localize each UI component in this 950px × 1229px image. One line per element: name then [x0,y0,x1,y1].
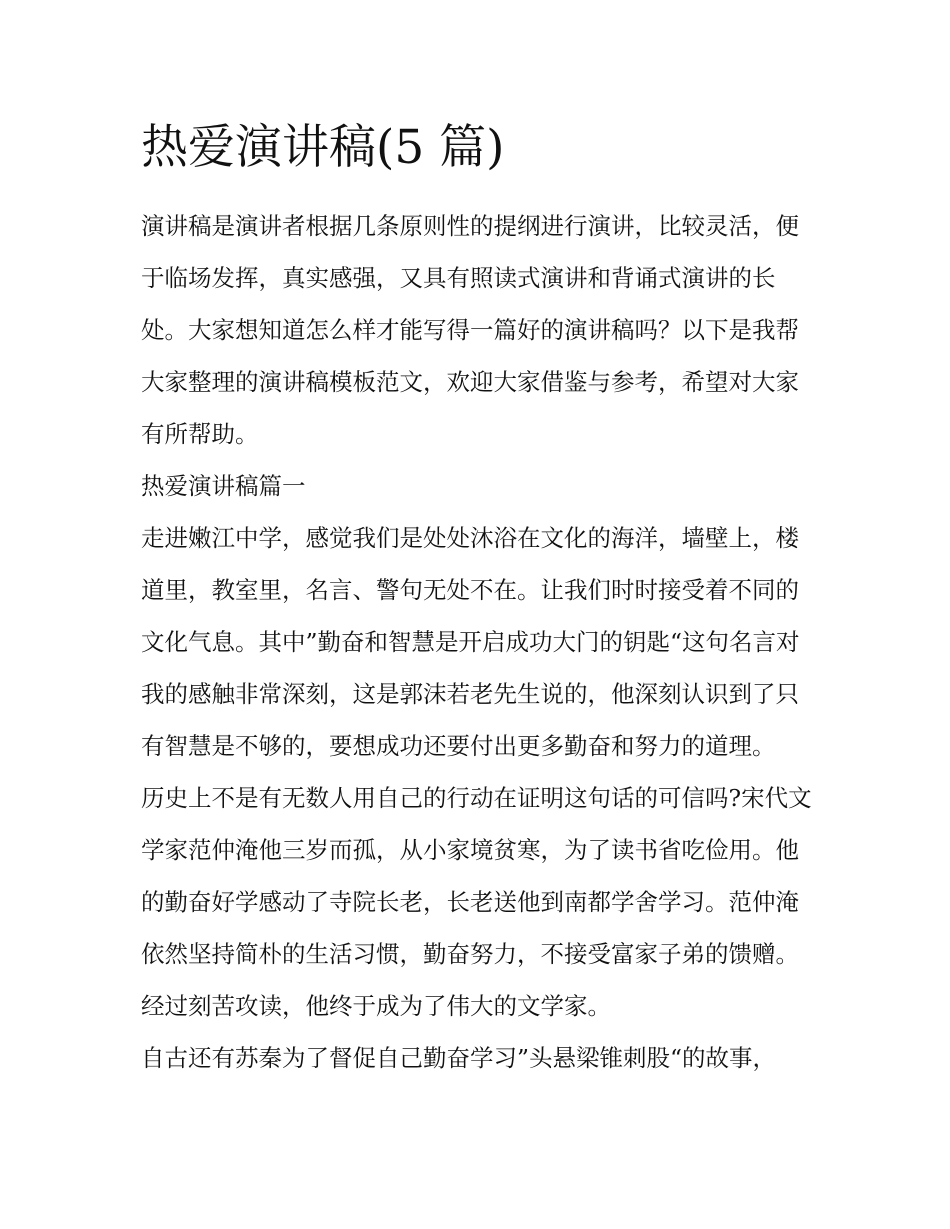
body-paragraph: 自古还有苏秦为了督促自己勤奋学习”头悬梁锥刺股“的故事， [141,1044,777,1072]
body-paragraph: 走进嫩江中学，感觉我们是处处沐浴在文化的海洋，墙壁上，楼道里，教室里，名言、警句无处不在。让我们时时接受着不同的文化气息。其中”勤奋和智慧是开启成功大门的钥匙“这句名言对我的感触非常深刻，这是郭沫若老先生说的，他深刻认识到了只有智慧是不够的，要想成功还要付出更多勤奋和努力的道理。 [141,524,800,760]
body-paragraph: 历史上不是有无数人用自己的行动在证明这句话的可信吗?宋代文学家范仲淹他三岁而孤，从小家境贫寒，为了读书省吃俭用。他的勤奋好学感动了寺院长老，长老送他到南都学舍学习。范仲淹依然坚持简朴的生活习惯，勤奋努力，不接受富家子弟的馈赠。经过刻苦攻读，他终于成为了伟大的文学家。 [141,784,812,1020]
section-heading: 热爱演讲稿篇一 [141,472,306,500]
document-title: 热爱演讲稿(5 篇) [141,120,505,175]
document-content [141,118,816,1084]
intro-paragraph: 演讲稿是演讲者根据几条原则性的提纲进行演讲，比较灵活，便于临场发挥，真实感强，又具有照读式演讲和背诵式演讲的长处。大家想知道怎么样才能写得一篇好的演讲稿吗？以下是我帮大家整理的演讲稿模板范文，欢迎大家借鉴与参考，希望对大家有所帮助。 [141,212,799,448]
